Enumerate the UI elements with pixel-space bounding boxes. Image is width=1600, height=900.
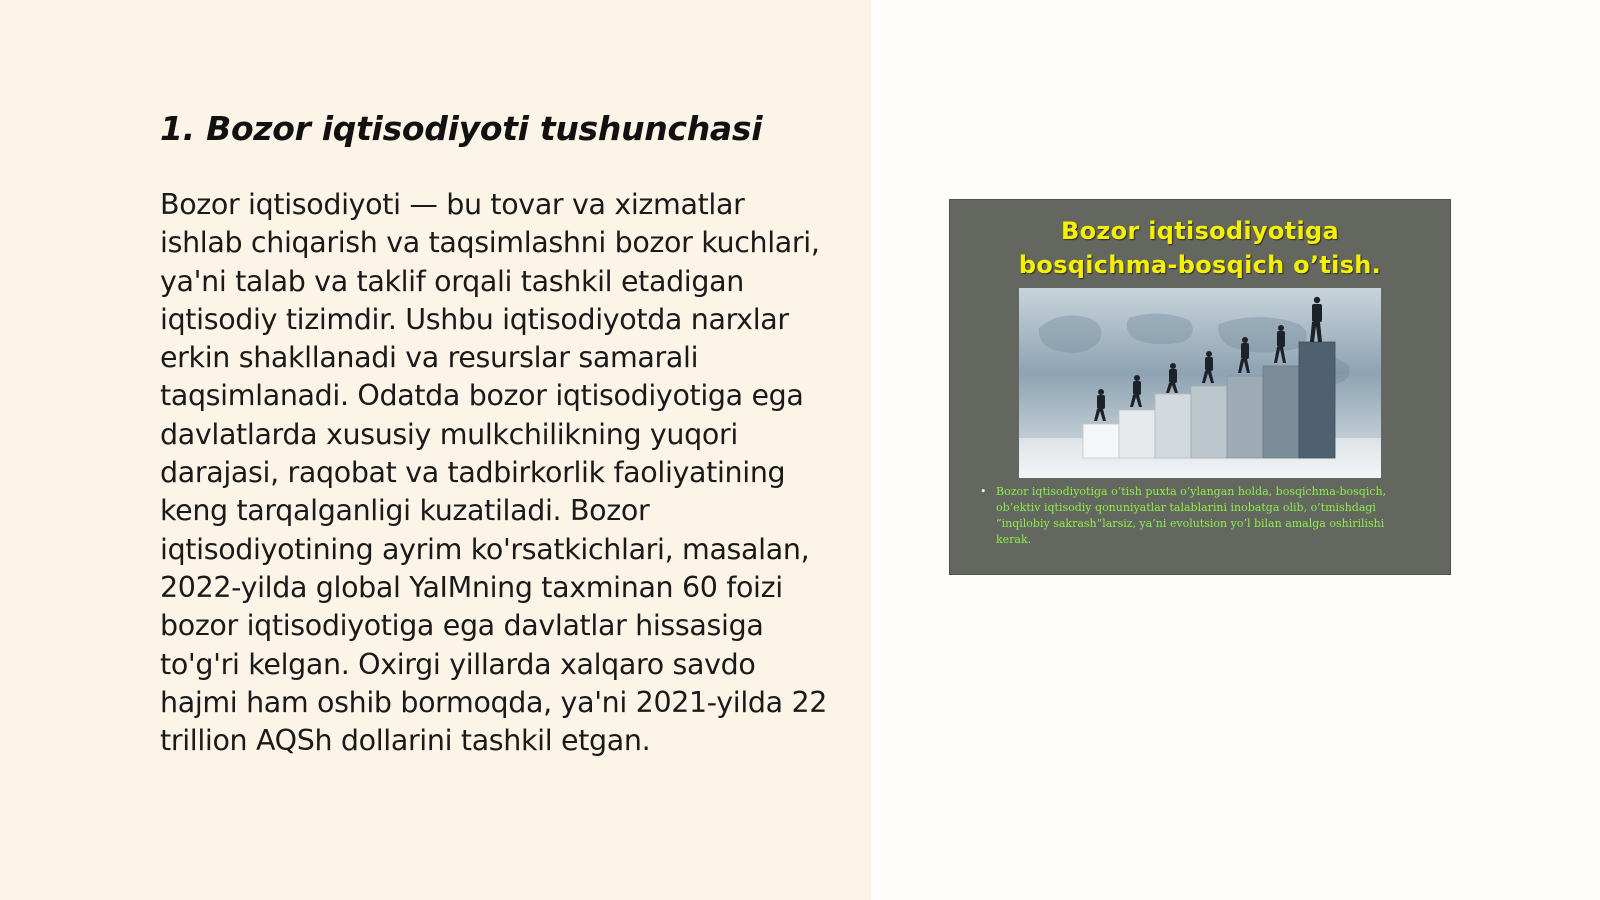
- slide-image: [950, 200, 1450, 574]
- slide-body-text: Bozor iqtisodiyoti — bu tovar va xizmatlar ishlab chiqarish va taqsimlashni bozor kuchlari, ya'ni talab va taklif orqali tashkil etadigan iqtisodiy tizimdir. Ushbu iqtisodiyotda narxlar erkin shakllanadi va resurslar samarali taqsimlanadi. Odatda bozor iqtisodiyotiga ega davlatlarda xususiy mulkchilikning yuqori darajasi, raqobat va tadbirkorlik faoliyatining keng tarqalganligi kuzatiladi. Bozor iqtisodiyotining ayrim ko'rsatkichlari, masalan, 2022-yilda global YaIMning taxminan 60 foizi bozor iqtisodiyotiga ega davlatlar hissasiga to'g'ri kelgan. Oxirgi yillarda xalqaro savdo hajmi ham oshib bormoqda, ya'ni 2021-yilda 22 trillion AQSh dollarini tashkil etgan.: [160, 188, 828, 758]
- image-title: [950, 214, 1450, 282]
- bullet-dot-icon: •: [980, 485, 987, 498]
- image-caption-text: Bozor iqtisodiyotiga o’tish puxta o’ylangan holda, bosqichma-bosqich, ob’ektiv iqtisodiy qonuniyatlar talablarini inobatga olib, o’tmishdagi “inqilobiy sakrash”larsiz, ya’ni evolutsion yo’l bilan amalga oshirilishi kerak.: [996, 485, 1387, 546]
- image-caption: [980, 484, 1420, 548]
- stairs-businessmen-photo: [1019, 288, 1381, 478]
- image-title-line-1: Bozor iqtisodiyotiga: [1061, 217, 1339, 245]
- slide-title: 1. Bozor iqtisodiyoti tushunchasi: [160, 109, 763, 148]
- image-title-line-2: bosqichma-bosqich o’tish.: [1018, 251, 1382, 279]
